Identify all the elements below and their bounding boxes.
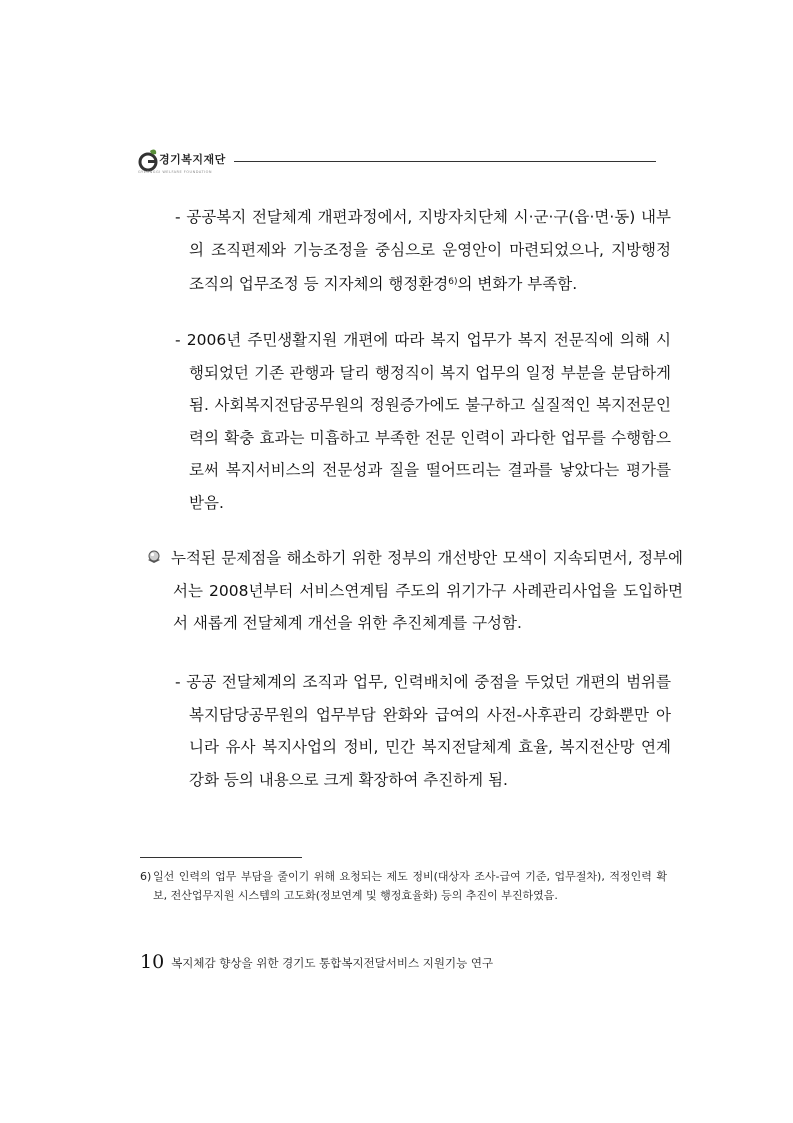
org-subtitle: GYEONGGI WELFARE FOUNDATION (138, 170, 213, 174)
dash-item-3 (175, 666, 671, 796)
dash-item-1 (175, 201, 671, 301)
item-text: 공공 전달체계의 조직과 업무, 인력배치에 중점을 두었던 개편의 범위를 복지담당공무원의 업무부담 완화와 급여의 사전-사후관리 강화뿐만 아니라 유사 복지사업의 정비, 민간 복지전달체계 효율, 복지전산망 연계 강화 등의 내용으로 크게 확장하여 추진하게 됨. (186, 673, 671, 789)
item-text: 공공복지 전달체계 개편과정에서, 지방자치단체 시·군·구(읍·면·동) 내부의 조직편제와 기능조정을 중심으로 운영안이 마련되었으나, 지방행정조직의 업무조정 등 지자체의 행정환경 (186, 208, 671, 293)
item-text-after: 의 변화가 부족함. (457, 275, 578, 293)
dash-item-2 (175, 324, 671, 519)
bullet-icon (147, 550, 161, 564)
dash-marker: - (175, 673, 181, 691)
footnote-number: 6) (140, 870, 152, 883)
page-footer (140, 951, 493, 973)
page-number: 10 (140, 951, 165, 973)
org-name: 경기복지재단 (159, 153, 226, 166)
dash-marker: - (175, 331, 181, 349)
footnote-rule (140, 857, 302, 858)
report-title: 복지체감 향상을 위한 경기도 통합복지전달서비스 지원기능 연구 (171, 956, 494, 970)
page-header (138, 147, 656, 177)
footnote (140, 867, 667, 905)
footnote-ref: 6) (448, 277, 458, 287)
item-text: 2006년 주민생활지원 개편에 따라 복지 업무가 복지 전문직에 의해 시행되었던 기존 관행과 달리 행정직이 복지 업무의 일정 부분을 분담하게 됨. 사회복지전담공무원의 정원증가에도 불구하고 실질적인 복지전문인력의 확충 효과는 미흡하고 부족한 전문 인력이 과다한 업무를 수행함으로써 복지서비스의 전문성과 질을 떨어뜨리는 결과를 낳았다는 평가를 받음. (186, 331, 671, 512)
bullet-item-1 (147, 542, 683, 640)
header-rule (234, 161, 656, 162)
footnote-text: 일선 인력의 업무 부담을 줄이기 위해 요청되는 제도 정비(대상자 조사-급여 기준, 업무절차), 적정인력 확보, 전산업무지원 시스템의 고도화(정보연계 및 행정효율화) 등의 추진이 부진하였음. (153, 870, 667, 902)
item-text: 누적된 문제점을 해소하기 위한 정부의 개선방안 모색이 지속되면서, 정부에서는 2008년부터 서비스연계팀 주도의 위기가구 사례관리사업을 도입하면서 새롭게 전달체계 개선을 위한 추진체계를 구성함. (171, 549, 683, 632)
dash-marker: - (175, 208, 181, 226)
